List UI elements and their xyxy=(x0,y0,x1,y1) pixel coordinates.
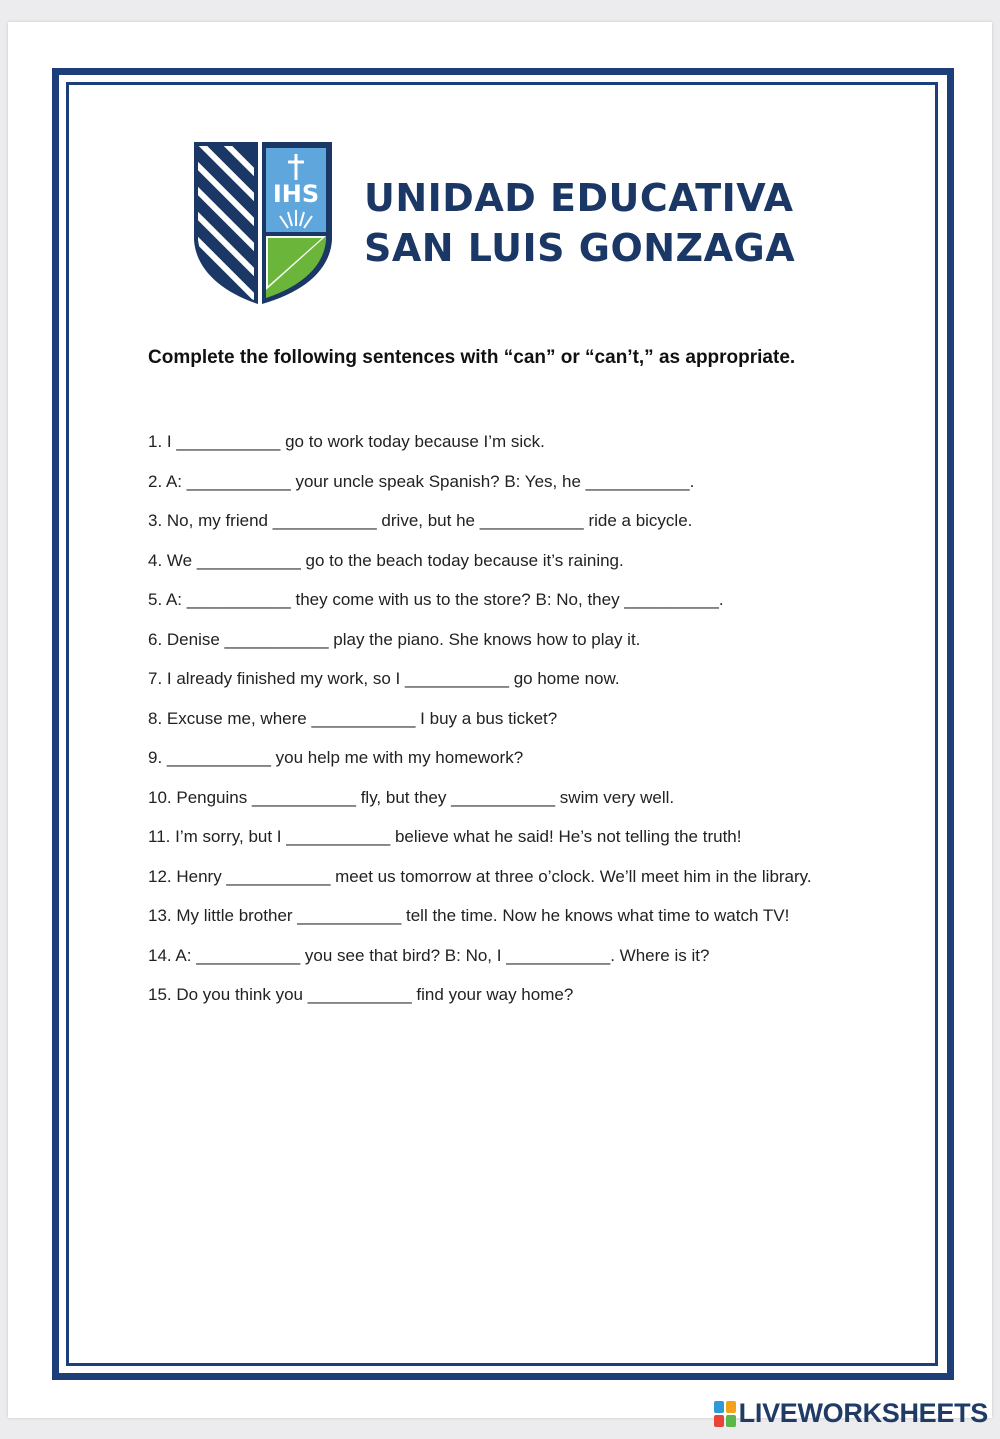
question-item: 3. No, my friend ___________ drive, but he ___________ ride a bicycle. xyxy=(148,511,693,530)
question-item: 15. Do you think you ___________ find your way home? xyxy=(148,985,574,1004)
liveworksheets-brand[interactable] xyxy=(714,1398,988,1429)
question-item: 7. I already finished my work, so I ___________ go home now. xyxy=(148,669,620,688)
school-name-line1: UNIDAD EDUCATIVA xyxy=(364,176,794,220)
question-list xyxy=(148,430,908,1023)
question-item: 4. We ___________ go to the beach today because it’s raining. xyxy=(148,550,624,570)
question-item: 10. Penguins ___________ fly, but they ___________ swim very well. xyxy=(148,787,675,807)
question-item: 8. Excuse me, where ___________ I buy a bus ticket? xyxy=(148,708,558,728)
question-item: 5. A: ___________ they come with us to the store? B: No, they __________. xyxy=(148,590,724,609)
question-item: 14. A: ___________ you see that bird? B: No, I ___________. Where is it? xyxy=(148,945,710,965)
worksheet-instruction: Complete the following sentences with “can” or “can’t,” as appropriate. xyxy=(148,347,796,368)
question-item: 2. A: ___________ your uncle speak Spanish? B: Yes, he ___________. xyxy=(148,471,695,491)
question-item: 1. I ___________ go to work today because I’m sick. xyxy=(148,432,545,451)
question-item: 9. ___________ you help me with my homework? xyxy=(148,748,524,767)
question-item: 13. My little brother ___________ tell the time. Now he knows what time to watch TV! xyxy=(148,906,790,925)
question-item: 12. Henry ___________ meet us tomorrow at three o’clock. We’ll meet him in the library. xyxy=(148,866,812,886)
svg-text:IHS: IHS xyxy=(272,180,320,208)
liveworksheets-logo-icon xyxy=(714,1401,736,1427)
question-item: 6. Denise ___________ play the piano. She knows how to play it. xyxy=(148,629,641,649)
question-item: 11. I’m sorry, but I ___________ believe what he said! He’s not telling the truth! xyxy=(148,827,742,846)
school-shield-icon xyxy=(192,140,334,306)
school-logo xyxy=(192,140,852,306)
school-name xyxy=(364,173,795,273)
school-name-line2: SAN LUIS GONZAGA xyxy=(364,226,796,270)
liveworksheets-wordmark: LIVEWORKSHEETS xyxy=(738,1398,988,1428)
